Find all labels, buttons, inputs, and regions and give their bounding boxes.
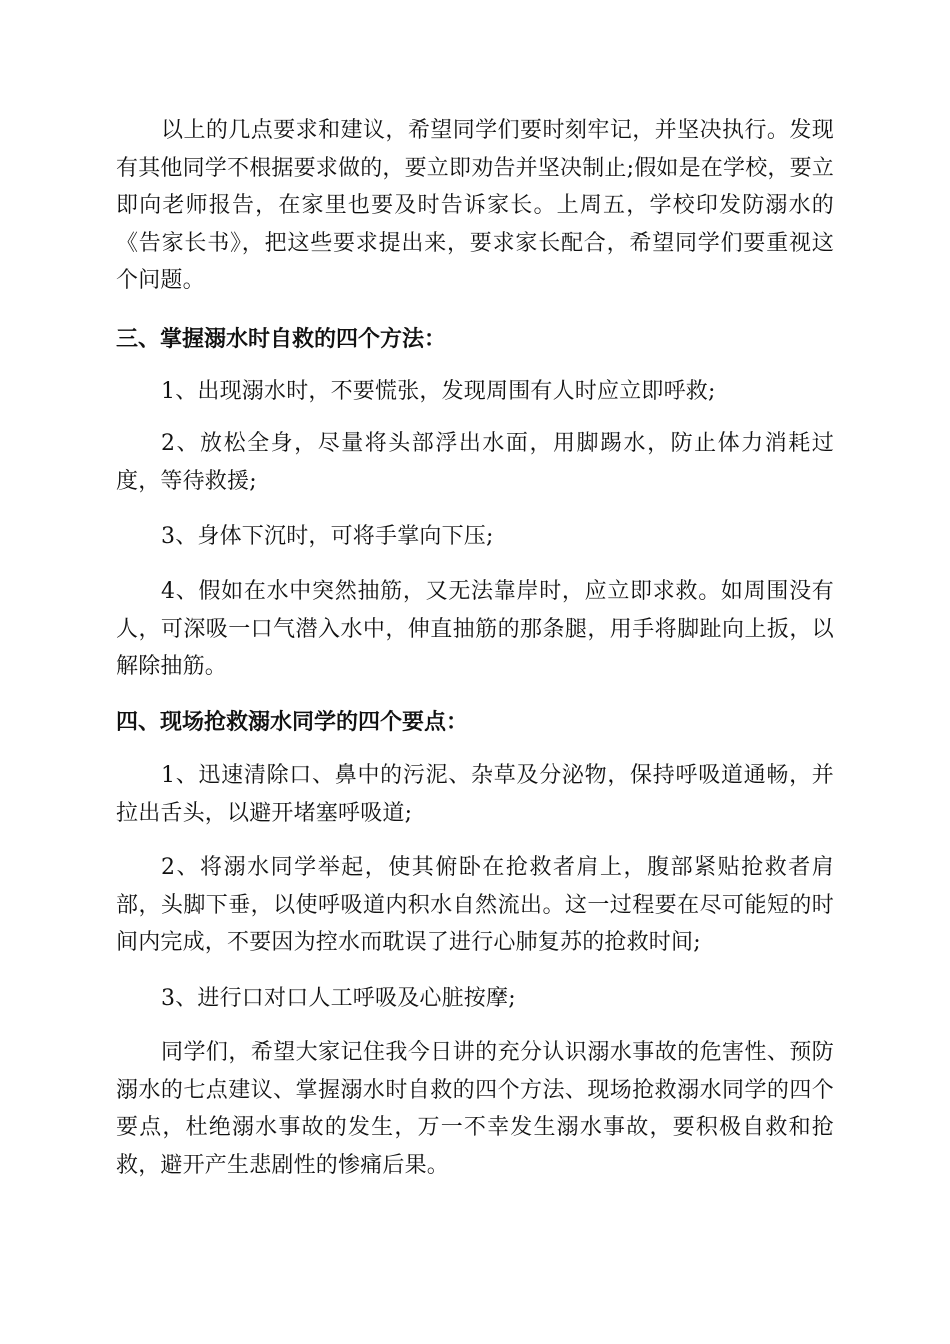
section-4-heading: 四、现场抢救溺水同学的四个要点： bbox=[116, 710, 469, 735]
section-3-item-4: 4、假如在水中突然抽筋，又无法靠岸时，应立即求救。如周围没有人，可深吸一口气潜入水中，伸直抽筋的那条腿，用手将脚趾向上扳，以解除抽筋。 bbox=[116, 579, 834, 679]
section-3-heading: 三、掌握溺水时自救的四个方法： bbox=[116, 327, 447, 352]
intro-paragraph: 以上的几点要求和建议，希望同学们要时刻牢记，并坚决执行。发现有其他同学不根据要求做的，要立即劝告并坚决制止;假如是在学校，要立即向老师报告，在家里也要及时告诉家长。上周五，学校印发防溺水的《告家长书》，把这些要求提出来，要求家长配合，希望同学们要重视这个问题。 bbox=[116, 118, 835, 293]
section-3-item-2: 2、放松全身，尽量将头部浮出水面，用脚踢水，防止体力消耗过度，等待救援; bbox=[116, 431, 834, 494]
section-4-item-1: 1、迅速清除口、鼻中的污泥、杂草及分泌物，保持呼吸道通畅，并拉出舌头，以避开堵塞呼吸道; bbox=[116, 763, 834, 826]
section-4-item-3: 3、进行口对口人工呼吸及心脏按摩; bbox=[161, 986, 516, 1011]
section-4-item-2: 2、将溺水同学举起，使其俯卧在抢救者肩上，腹部紧贴抢救者肩部，头脚下垂，以使呼吸道内积水自然流出。这一过程要在尽可能短的时间内完成，不要因为控水而耽误了进行心肺复苏的抢救时间; bbox=[116, 855, 834, 955]
section-3-item-1: 1、出现溺水时，不要慌张，发现周围有人时应立即呼救; bbox=[161, 379, 716, 404]
section-3-item-3: 3、身体下沉时，可将手掌向下压; bbox=[161, 524, 494, 549]
closing-paragraph: 同学们，希望大家记住我今日讲的充分认识溺水事故的危害性、预防溺水的七点建议、掌握溺水时自救的四个方法、现场抢救溺水同学的四个要点，杜绝溺水事故的发生，万一不幸发生溺水事故，要积极自救和抢救，避开产生悲剧性的惨痛后果。 bbox=[116, 1040, 834, 1178]
